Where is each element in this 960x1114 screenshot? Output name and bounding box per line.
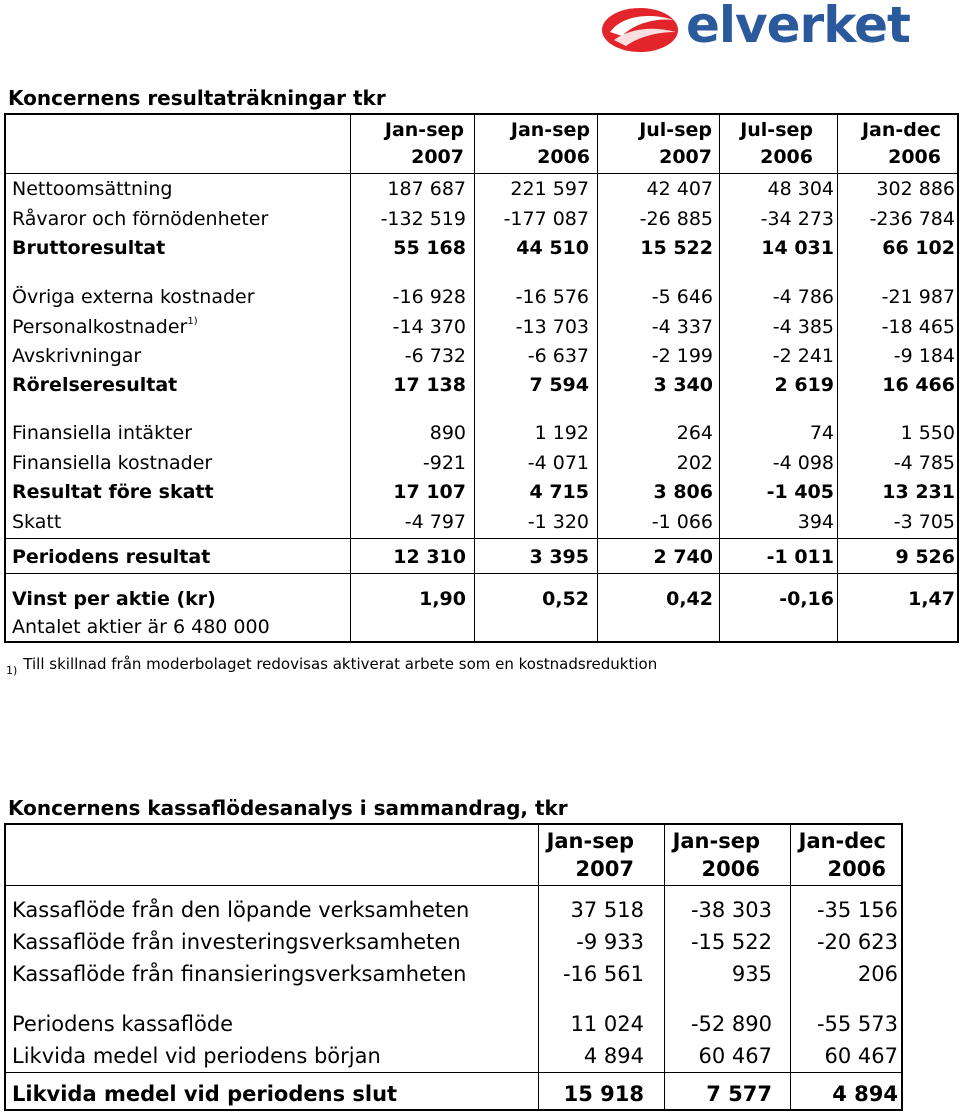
income-title: Koncernens resultaträkningar tkr — [8, 86, 386, 110]
income-cell: -4 098 — [772, 452, 834, 474]
income-cell: -1 405 — [766, 481, 834, 503]
cashflow-col-header-3: Jan-dec 2006 — [798, 829, 886, 881]
income-cell: -0,16 — [779, 588, 834, 610]
income-cell: 16 466 — [882, 374, 955, 396]
income-cell: -4 786 — [772, 286, 834, 308]
income-cell: -18 465 — [881, 316, 955, 338]
cashflow-cell: 60 467 — [824, 1044, 898, 1068]
income-col-header-4: Jul-sep 2006 — [740, 119, 813, 168]
income-row-label: Finansiella kostnader — [12, 452, 213, 474]
income-cell: 4 715 — [529, 481, 589, 503]
income-cell: 12 310 — [393, 546, 466, 568]
income-cell: 0,52 — [542, 588, 589, 610]
income-cell: -34 273 — [760, 208, 834, 230]
cashflow-cell: -35 156 — [816, 898, 898, 922]
income-row-label: Skatt — [12, 511, 62, 533]
cashflow-cell: 11 024 — [570, 1012, 644, 1036]
cashflow-cell: 7 577 — [706, 1082, 772, 1106]
cashflow-col-header-1: Jan-sep 2007 — [546, 829, 634, 881]
income-row-label: Nettoomsättning — [12, 178, 173, 200]
income-cell: -16 576 — [515, 286, 589, 308]
footnote: $_{1)}$ Till skillnad från moderbolaget redovisas aktiverat arbete som en kostnadsreduktion — [6, 655, 658, 677]
income-cell: 15 522 — [640, 237, 713, 259]
income-col-header-2: Jan-sep 2006 — [510, 119, 590, 168]
income-cell: -6 637 — [527, 345, 589, 367]
cashflow-cell: 15 918 — [563, 1082, 644, 1106]
income-cell: -26 885 — [639, 208, 713, 230]
income-cell: -4 797 — [404, 511, 466, 533]
income-cell: 14 031 — [761, 237, 834, 259]
income-cell: -1 011 — [766, 546, 834, 568]
income-cell: 55 168 — [393, 237, 466, 259]
income-cell: -1 066 — [651, 511, 713, 533]
income-table — [4, 113, 959, 643]
income-cell: 394 — [797, 511, 834, 533]
income-cell: 3 340 — [653, 374, 713, 396]
income-cell: 3 806 — [653, 481, 713, 503]
cashflow-cell: 935 — [731, 962, 772, 986]
income-cell: -5 646 — [651, 286, 713, 308]
income-cell: 74 — [809, 422, 834, 444]
cashflow-cell: 4 894 — [832, 1082, 898, 1106]
income-cell: -9 184 — [893, 345, 955, 367]
income-cell: 44 510 — [516, 237, 589, 259]
income-row-label: Finansiella intäkter — [12, 422, 193, 444]
income-row-label: Avskrivningar — [12, 345, 142, 367]
income-cell: -21 987 — [881, 286, 955, 308]
income-cell: -13 703 — [515, 316, 589, 338]
income-cell: 202 — [676, 452, 713, 474]
cashflow-cell: 206 — [857, 962, 898, 986]
cashflow-table — [4, 823, 903, 1111]
income-cell: 221 597 — [510, 178, 589, 200]
income-cell: 1,90 — [419, 588, 466, 610]
income-cell: -236 784 — [869, 208, 955, 230]
income-cell: 7 594 — [529, 374, 589, 396]
cashflow-title: Koncernens kassaflödesanalys i sammandrag, tkr — [8, 796, 568, 820]
income-cell: 1 192 — [534, 422, 589, 444]
income-cell: 0,42 — [666, 588, 713, 610]
cashflow-cell: -16 561 — [562, 962, 644, 986]
cashflow-row-label: Likvida medel vid periodens slut — [12, 1082, 398, 1106]
cashflow-cell: -9 933 — [576, 930, 644, 954]
cashflow-row-label: Periodens kassaflöde — [12, 1012, 234, 1036]
income-cell: -4 785 — [893, 452, 955, 474]
income-cell: 302 886 — [876, 178, 955, 200]
income-cell: -14 370 — [392, 316, 466, 338]
income-cell: -4 385 — [772, 316, 834, 338]
income-row-label: Vinst per aktie (kr) — [12, 588, 216, 610]
income-col-header-3: Jul-sep 2007 — [639, 119, 712, 168]
cashflow-cell: -20 623 — [816, 930, 898, 954]
income-cell: 17 107 — [393, 481, 466, 503]
income-cell: 187 687 — [387, 178, 466, 200]
income-cell: -132 519 — [380, 208, 466, 230]
income-cell: -4 337 — [651, 316, 713, 338]
income-cell: 9 526 — [895, 546, 955, 568]
cashflow-row-label: Kassaflöde från investeringsverksamheten — [12, 930, 461, 954]
income-cell: 48 304 — [767, 178, 834, 200]
income-cell: 13 231 — [882, 481, 955, 503]
cashflow-cell: 37 518 — [570, 898, 644, 922]
income-cell: 1 550 — [900, 422, 955, 444]
logo-mark-icon — [600, 2, 690, 60]
income-cell: 42 407 — [646, 178, 713, 200]
income-row-label: Resultat före skatt — [12, 481, 214, 503]
cashflow-cell: 4 894 — [583, 1044, 644, 1068]
cashflow-cell: 60 467 — [698, 1044, 772, 1068]
income-cell: 2 619 — [774, 374, 834, 396]
income-row-label: Bruttoresultat — [12, 237, 166, 259]
income-row-label: Personalkostnader$^{1)}$ — [12, 316, 198, 338]
cashflow-cell: -55 573 — [816, 1012, 898, 1036]
income-cell: -177 087 — [503, 208, 589, 230]
income-cell: -1 320 — [527, 511, 589, 533]
income-row-label: Rörelseresultat — [12, 374, 178, 396]
income-col-header-5: Jan-dec 2006 — [861, 119, 941, 168]
income-row-label: Övriga externa kostnader — [12, 286, 255, 308]
income-cell: 2 740 — [653, 546, 713, 568]
income-row-label: Råvaror och förnödenheter — [12, 208, 269, 230]
income-row-label: Periodens resultat — [12, 546, 211, 568]
income-cell: 3 395 — [529, 546, 589, 568]
shares-note: Antalet aktier är 6 480 000 — [12, 616, 270, 638]
cashflow-cell: -52 890 — [690, 1012, 772, 1036]
income-cell: -4 071 — [527, 452, 589, 474]
logo-wordmark: elverket — [686, 0, 910, 54]
income-cell: 17 138 — [393, 374, 466, 396]
income-cell: 66 102 — [882, 237, 955, 259]
cashflow-row-label: Likvida medel vid periodens början — [12, 1044, 381, 1068]
income-cell: -3 705 — [893, 511, 955, 533]
income-cell: -6 732 — [404, 345, 466, 367]
cashflow-cell: -15 522 — [690, 930, 772, 954]
income-cell: 264 — [676, 422, 713, 444]
income-cell: -2 199 — [651, 345, 713, 367]
income-col-header-1: Jan-sep 2007 — [384, 119, 464, 168]
income-cell: 1,47 — [908, 588, 955, 610]
income-cell: -16 928 — [392, 286, 466, 308]
income-cell: -2 241 — [772, 345, 834, 367]
income-cell: 890 — [429, 422, 466, 444]
elverket-logo — [600, 0, 910, 60]
cashflow-row-label: Kassaflöde från finansieringsverksamheten — [12, 962, 467, 986]
cashflow-row-label: Kassaflöde från den löpande verksamheten — [12, 898, 470, 922]
cashflow-col-header-2: Jan-sep 2006 — [672, 829, 760, 881]
cashflow-cell: -38 303 — [690, 898, 772, 922]
income-cell: -921 — [422, 452, 466, 474]
